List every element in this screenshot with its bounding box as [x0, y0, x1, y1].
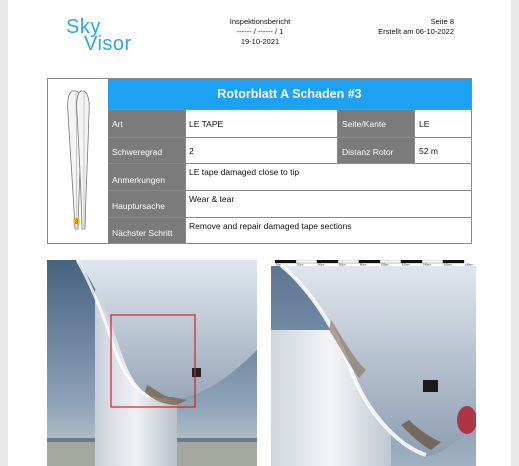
scale-segment: [317, 260, 338, 263]
blade-diagram: [48, 79, 109, 243]
report-title: Inspektionsbericht: [229, 17, 291, 26]
blade-outline-icon: [48, 79, 108, 243]
art-label: Art: [108, 110, 186, 137]
scale-segment: [380, 260, 401, 263]
next-step-label: Nächster Schritt: [108, 218, 186, 243]
art-value: LE TAPE: [186, 110, 338, 137]
side-value: LE: [419, 119, 430, 129]
scale-label: 60cm: [339, 263, 346, 267]
skyvisor-logo: [66, 17, 136, 55]
scale-segment: [296, 260, 317, 263]
scale-label: 180cm: [465, 263, 473, 267]
damage-marker-label: 3: [75, 219, 78, 226]
scale-label: 40cm: [318, 263, 325, 267]
inspection-date: 19-10-2021: [240, 37, 280, 46]
scale-label: 100cm: [381, 263, 389, 267]
cause-label: Hauptursache: [108, 191, 186, 217]
report-reference: ------ / ------ / 1: [236, 27, 284, 36]
scale-segment: [422, 260, 443, 263]
damage-title: Rotorblatt A Schaden #3: [108, 79, 471, 109]
scale-label: 120cm: [402, 263, 410, 267]
logo-text-visor: Visor: [84, 33, 132, 55]
page-meta: [378, 17, 454, 37]
scale-label: 160cm: [444, 263, 452, 267]
created-date: Erstellt am 06-10-2022: [378, 27, 454, 36]
distance-label: Distanz Rotor: [338, 138, 415, 163]
overview-photo: [47, 260, 257, 466]
scale-label: 80cm: [360, 263, 367, 267]
report-page: [8, 0, 511, 466]
damage-info-table: [47, 78, 472, 244]
scale-label: 140cm: [423, 263, 431, 267]
remarks-label: Anmerkungen: [108, 164, 186, 190]
row-cause: [108, 190, 471, 217]
blade-detail-image: [271, 260, 476, 466]
row-art: [108, 109, 471, 137]
scale-segment: [443, 260, 464, 263]
page-number: Seite 8: [430, 17, 454, 26]
remarks-value: LE tape damaged close to tip: [189, 167, 300, 177]
scale-segment: [338, 260, 359, 263]
row-severity: [108, 137, 471, 163]
scale-segment: [401, 260, 422, 263]
severity-label: Schweregrad: [108, 138, 186, 163]
scale-segment: [275, 260, 296, 263]
side-label: Seite/Kante: [338, 110, 415, 137]
distance-value: 52 m: [419, 146, 438, 156]
blade-overview-image: [47, 260, 257, 466]
row-next-step: [108, 217, 471, 243]
scale-label: 20cm: [297, 263, 304, 267]
next-step-value: Remove and repair damaged tape sections: [189, 221, 352, 231]
severity-value: 2: [186, 138, 338, 163]
report-header: [204, 17, 316, 47]
cause-value: Wear & tear: [189, 194, 235, 204]
scale-label: 0cm: [276, 263, 281, 267]
logo-text-sky: Sky: [66, 16, 101, 38]
row-remarks: [108, 163, 471, 190]
scale-segment: [359, 260, 380, 263]
detail-photo: [271, 260, 476, 466]
